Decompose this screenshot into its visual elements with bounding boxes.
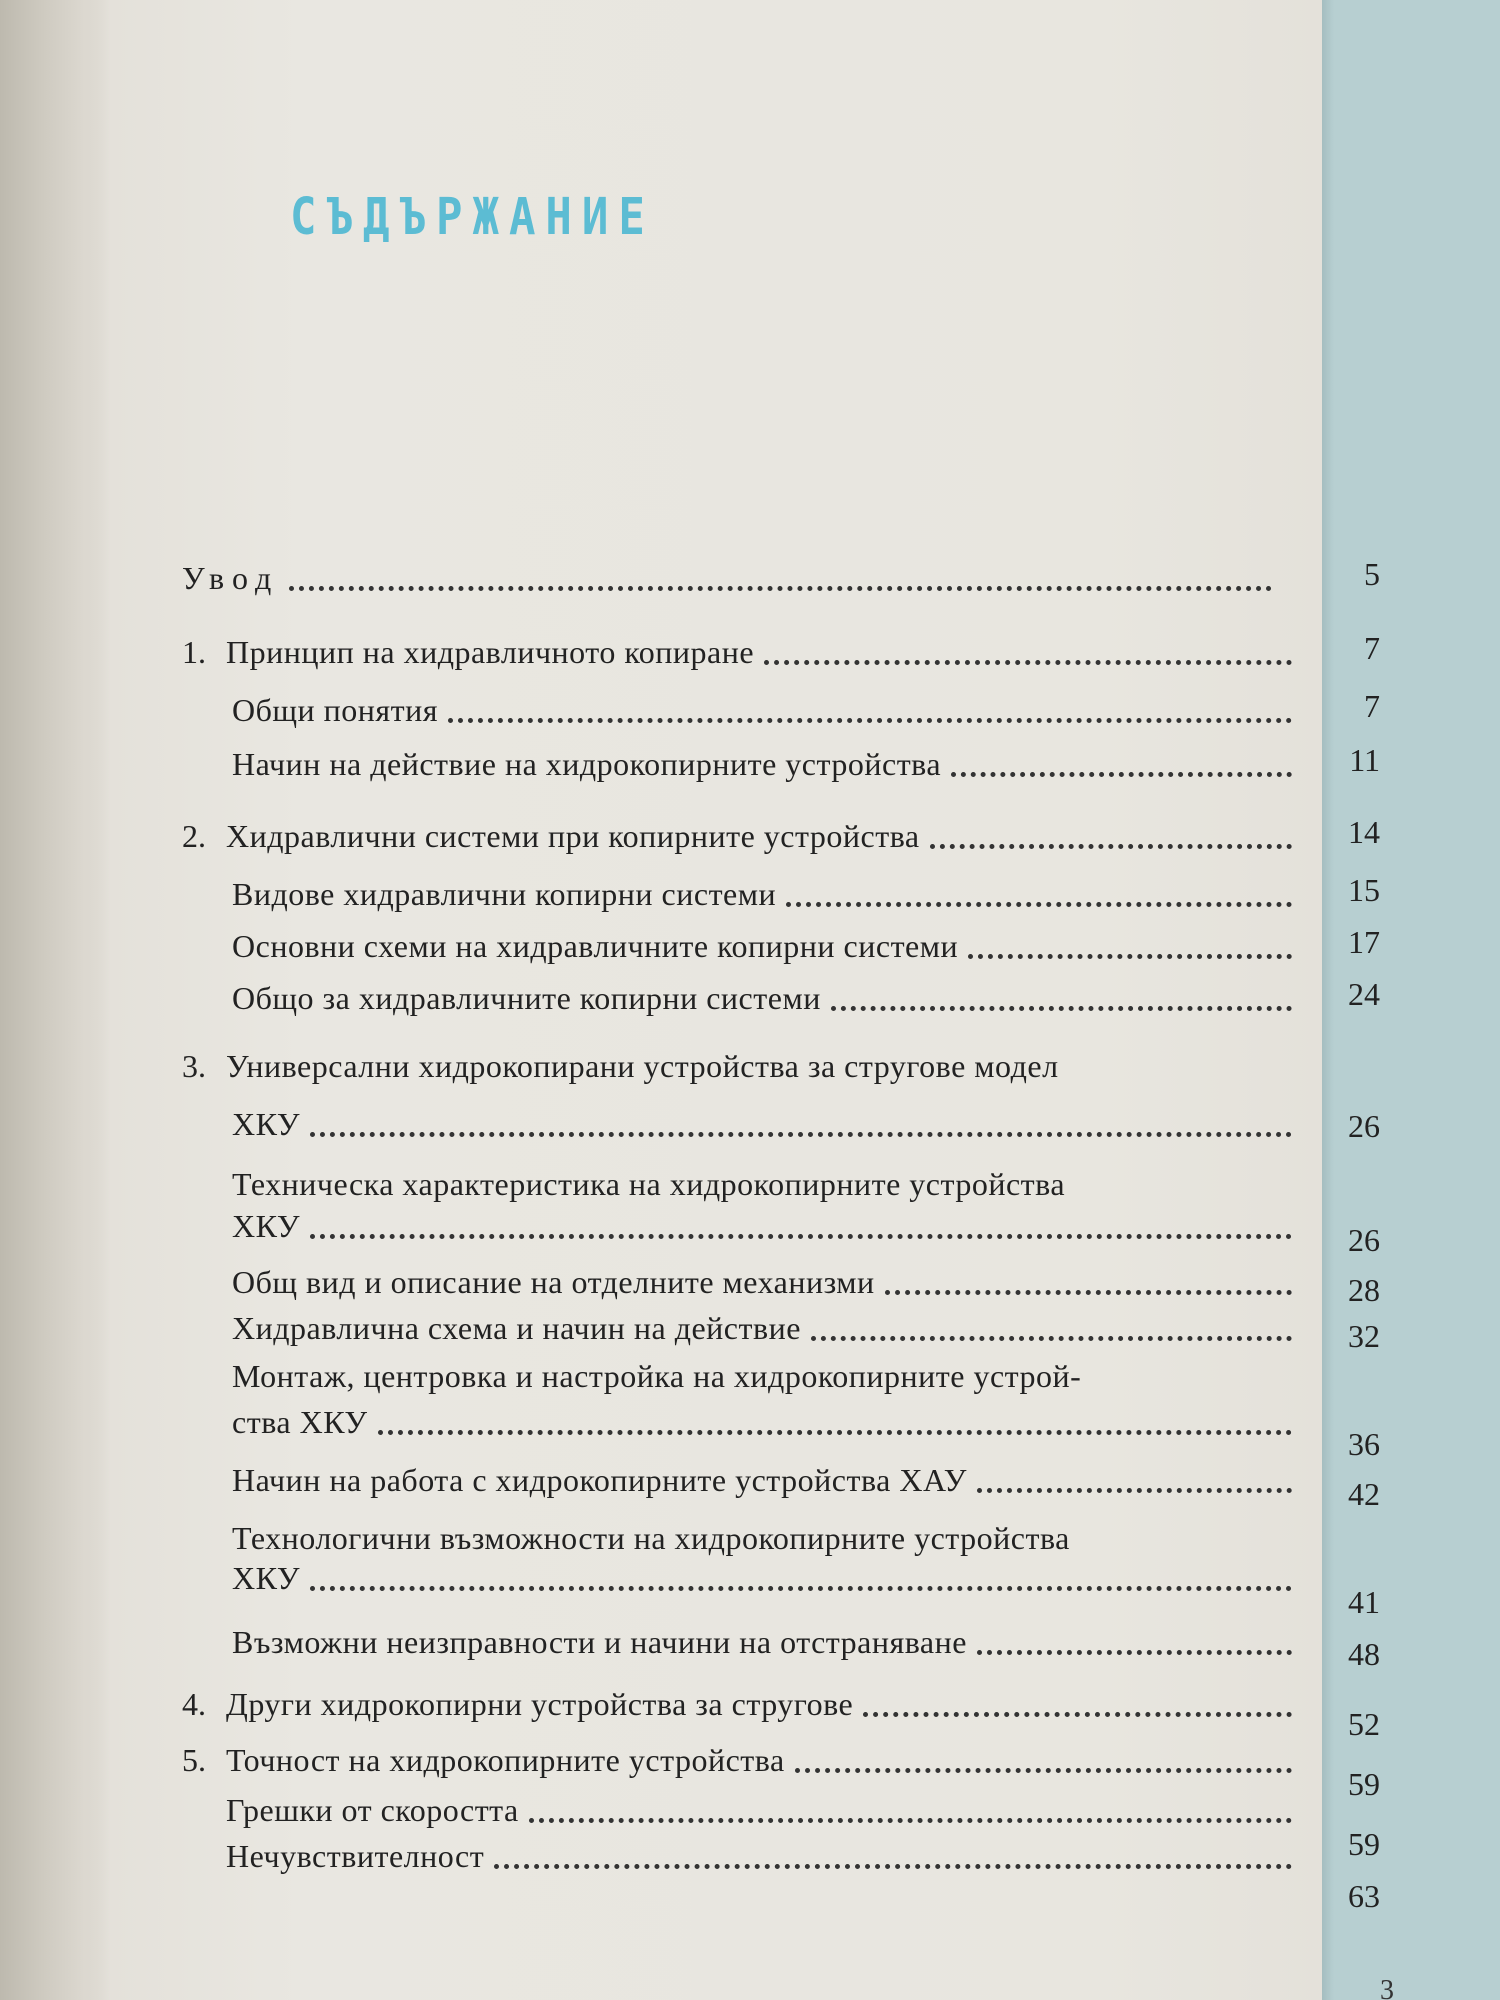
toc-entry-section — [232, 928, 1302, 965]
toc-page-number: 24 — [1348, 976, 1380, 1012]
toc-entry-continuation — [232, 1404, 1302, 1441]
toc-entry-label: Други хидрокопирни устройства за стругове — [226, 1686, 854, 1722]
toc-entry-label: Общо за хидравличните копирни системи — [232, 980, 821, 1016]
chapter-number: 1. — [182, 634, 206, 670]
toc-entry-continuation — [232, 1208, 1302, 1245]
toc-entry-chapter-1 — [182, 634, 1302, 671]
toc-entry-section — [232, 1462, 1302, 1499]
toc-page-number: 26 — [1348, 1108, 1380, 1144]
toc-entry-label: Точност на хидрокопирните устройства — [226, 1742, 785, 1778]
toc-page-number: 11 — [1349, 742, 1380, 778]
toc-page-number: 28 — [1348, 1272, 1380, 1308]
toc-page-number: 48 — [1348, 1636, 1380, 1672]
toc-entry-label-continued: ХКУ — [232, 1208, 300, 1244]
dot-leader — [977, 1650, 1292, 1655]
page-corner-number: 3 — [1380, 1975, 1394, 2000]
toc-entry-chapter-4 — [182, 1686, 1302, 1723]
toc-entry-label: Универсални хидрокопирани устройства за стругове модел — [226, 1048, 1059, 1084]
chapter-number: 2. — [182, 818, 206, 854]
chapter-number: 3. — [182, 1048, 206, 1084]
toc-entry-label: Възможни неизправности и начини на отстраняване — [232, 1624, 967, 1660]
toc-entry-label: Видове хидравлични копирни системи — [232, 876, 777, 912]
toc-entry-label: Техническа характеристика на хидрокопирните устройства — [232, 1166, 1066, 1202]
toc-entry-label: Общи понятия — [232, 692, 438, 728]
toc-entry-label: Нечувствителност — [226, 1838, 485, 1874]
toc-entry-label-continued: ХКУ — [232, 1560, 300, 1596]
toc-entry-continuation — [232, 1106, 1302, 1143]
toc-entry-label: Увод — [182, 560, 280, 596]
dot-leader — [795, 1768, 1292, 1773]
dot-leader — [786, 902, 1292, 907]
toc-entry-label: Хидравлични системи при копирните устройства — [226, 818, 920, 854]
toc-entry-section — [232, 1624, 1302, 1661]
toc-page-number: 26 — [1348, 1222, 1380, 1258]
toc-entry-label: Грешки от скоростта — [226, 1792, 519, 1828]
dot-leader — [310, 1586, 1292, 1591]
toc-entry-continuation — [232, 1560, 1302, 1597]
toc-entry-section — [232, 1520, 1312, 1557]
dot-leader — [448, 718, 1292, 723]
toc-entry-section — [232, 1264, 1302, 1301]
dot-leader — [764, 660, 1292, 665]
toc-entry-section — [232, 746, 1302, 783]
toc-entry-label: Основни схеми на хидравличните копирни системи — [232, 928, 959, 964]
dot-leader — [494, 1864, 1292, 1869]
toc-page-number: 7 — [1364, 688, 1380, 724]
dot-leader — [951, 772, 1292, 777]
toc-entry-section — [232, 692, 1302, 729]
chapter-number: 5. — [182, 1742, 206, 1778]
toc-page-number: 59 — [1348, 1766, 1380, 1802]
toc-entry-section — [232, 1166, 1312, 1203]
page-title: СЪДЪРЖАНИЕ — [290, 188, 655, 247]
dot-leader — [831, 1006, 1292, 1011]
toc-page-number: 52 — [1348, 1706, 1380, 1742]
toc-entry-label: Монтаж, центровка и настройка на хидрокопирните устрой- — [232, 1358, 1082, 1394]
toc-entry-section — [232, 1310, 1302, 1347]
toc-page-number: 32 — [1348, 1318, 1380, 1354]
toc-page-number: 7 — [1364, 630, 1380, 666]
toc-entry-label-continued: ХКУ — [232, 1106, 300, 1142]
toc-page-number: 42 — [1348, 1476, 1380, 1512]
chapter-number: 4. — [182, 1686, 206, 1722]
dot-leader — [863, 1712, 1292, 1717]
dot-leader — [310, 1234, 1292, 1239]
toc-entry-intro — [182, 560, 1282, 597]
toc-entry-label: Начин на действие на хидрокопирните устройства — [232, 746, 942, 782]
dot-leader — [529, 1818, 1292, 1823]
toc-page-number: 59 — [1348, 1826, 1380, 1862]
toc-entry-section — [232, 1358, 1312, 1395]
toc-entry-section — [226, 1838, 1302, 1875]
toc-page-number: 63 — [1348, 1878, 1380, 1914]
dot-leader — [378, 1430, 1292, 1435]
dot-leader — [885, 1290, 1292, 1295]
toc-entry-section — [232, 876, 1302, 913]
toc-entry-label: Принцип на хидравличното копиране — [226, 634, 755, 670]
dot-leader — [977, 1488, 1292, 1493]
toc-page-number: 5 — [1364, 556, 1380, 592]
toc-entry-label: Хидравлична схема и начин на действие — [232, 1310, 801, 1346]
dot-leader — [811, 1336, 1292, 1341]
toc-page-number: 41 — [1348, 1584, 1380, 1620]
dot-leader — [930, 844, 1292, 849]
toc-page-number: 36 — [1348, 1426, 1380, 1462]
toc-entry-section — [232, 980, 1302, 1017]
toc-entry-label: Технологични възможности на хидрокопирните устройства — [232, 1520, 1070, 1556]
toc-page-number: 14 — [1348, 814, 1380, 850]
toc-entry-chapter-3 — [182, 1048, 1312, 1085]
toc-entry-section — [226, 1792, 1302, 1829]
toc-entry-chapter-5 — [182, 1742, 1302, 1779]
toc-entry-chapter-2 — [182, 818, 1302, 855]
toc-page-number: 15 — [1348, 872, 1380, 908]
toc-entry-label: Начин на работа с хидрокопирните устройства ХАУ — [232, 1462, 967, 1498]
dot-leader — [289, 586, 1272, 591]
toc-page-number: 17 — [1348, 924, 1380, 960]
dot-leader — [968, 954, 1292, 959]
toc-entry-label-continued: ства ХКУ — [232, 1404, 368, 1440]
toc-entry-label: Общ вид и описание на отделните механизми — [232, 1264, 875, 1300]
dot-leader — [310, 1132, 1292, 1137]
